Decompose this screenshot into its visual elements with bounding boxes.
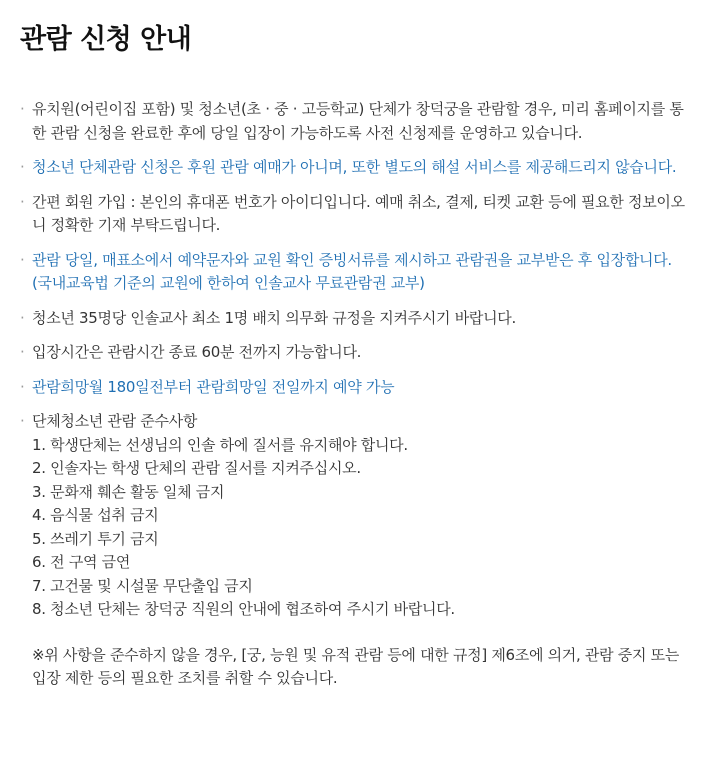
rules-footnote: ※위 사항을 준수하지 않을 경우, [궁, 능원 및 유적 관람 등에 대한 규정] 제6조에 의거, 관람 중지 또는 입장 제한 등의 필요한 조치를 취할 수 있습니다. (32, 645, 680, 687)
notice-item: · 간편 회원 가입 : 본인의 휴대폰 번호가 아이디입니다. 예매 취소, 결제, 티켓 교환 등에 필요한 정보이오니 정확한 기재 부탁드립니다. (20, 191, 690, 238)
rule-item: 1. 학생단체는 선생님의 인솔 하에 질서를 유지해야 합니다. (32, 435, 408, 454)
rule-item: 3. 문화재 훼손 활동 일체 금지 (32, 482, 225, 501)
rules-section (20, 410, 690, 691)
rule-item: 6. 전 구역 금연 (32, 553, 131, 571)
rule-item: 8. 청소년 단체는 창덕궁 직원의 안내에 협조하여 주시기 바랍니다. (32, 600, 455, 618)
notice-item: · 유치원(어린이집 포함) 및 청소년(초 · 중 · 고등학교) 단체가 창덕궁을 관람할 경우, 미리 홈페이지를 통한 관람 신청을 완료한 후에 당일 입장이 가능하도록 사전 신청제를 운영하고 있습니다. (20, 98, 690, 145)
notice-item-highlight: · 관람희망월 180일전부터 관람희망일 전일까지 예약 가능 (20, 376, 690, 400)
notice-item: · 입장시간은 관람시간 종료 60분 전까지 가능합니다. (20, 341, 690, 365)
notice-list (20, 98, 690, 691)
page-title: 관람 신청 안내 (20, 24, 192, 55)
rule-item: 4. 음식물 섭취 금지 (32, 506, 159, 524)
rule-item: 7. 고건물 및 시설물 무단출입 금지 (32, 576, 253, 595)
rules-heading: · 단체청소년 관람 준수사항 (32, 412, 198, 430)
rule-item: 5. 쓰레기 투기 금지 (32, 529, 159, 548)
rule-item: 2. 인솔자는 학생 단체의 관람 질서를 지켜주십시오. (32, 459, 361, 477)
notice-item: · 청소년 35명당 인솔교사 최소 1명 배치 의무화 규정을 지켜주시기 바랍니다. (20, 307, 690, 331)
notice-item-highlight: · 관람 당일, 매표소에서 예약문자와 교원 확인 증빙서류를 제시하고 관람권을 교부받은 후 입장합니다.(국내교육법 기준의 교원에 한하여 인솔교사 무료관람권 교부) (20, 249, 690, 296)
notice-item-highlight: · 청소년 단체관람 신청은 후원 관람 예매가 아니며, 또한 별도의 해설 서비스를 제공해드리지 않습니다. (20, 156, 690, 180)
rules-list (32, 434, 690, 622)
